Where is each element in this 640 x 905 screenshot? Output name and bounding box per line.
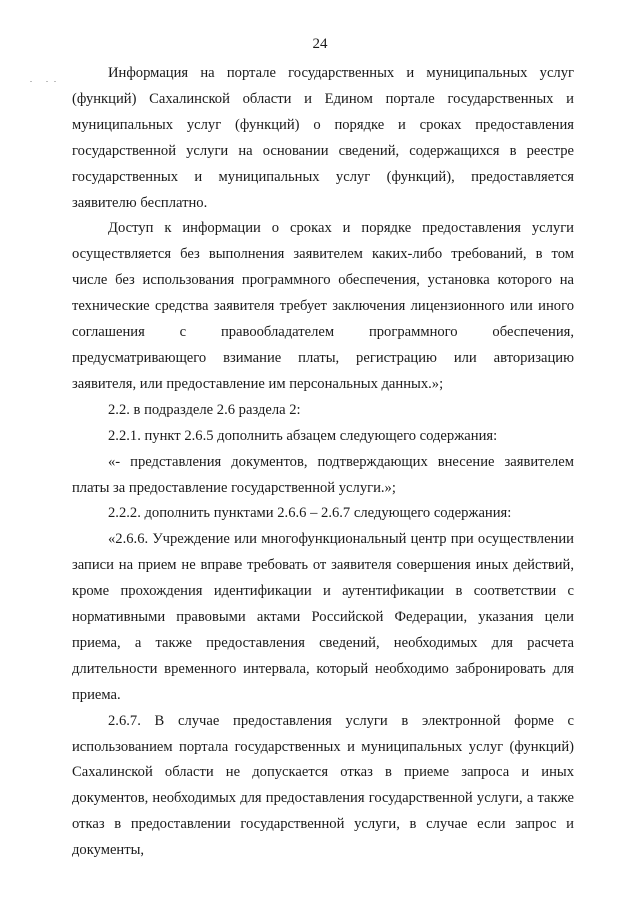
paragraph-portal-info: Информация на портале государственных и муниципальных услуг (функций) Сахалинской области и Едином портале государственных и муниципальных услуг (функций) о порядке и сроках предоставления государственной услуги на основании сведений, содержащихся в реестре государственных и муниципальных услуг (функций), предоставляется заявителю бесплатно.	[72, 65, 574, 211]
paragraph-access-info: Доступ к информации о сроках и порядке предоставления услуги осуществляется без выполнения заявителем каких-либо требований, в том числе без использования программного обеспечения, установка которого на технические средства заявителя требует заключения лицензионного или иного соглашения с правообладателем программного обеспечения, предусматривающего взимание платы, регистрацию или авторизацию заявителя, или предоставление им персональных данных.»;	[72, 220, 574, 392]
paragraph-clause-2-2-2: 2.2.2. дополнить пунктами 2.6.6 – 2.6.7 следующего содержания:	[108, 505, 512, 522]
page-number: 24	[312, 36, 328, 52]
document-body	[72, 61, 574, 864]
paragraph-clause-2-2-1: 2.2.1. пункт 2.6.5 дополнить абзацем следующего содержания:	[108, 427, 498, 444]
paragraph-clause-2-6-6: «2.6.6. Учреждение или многофункциональный центр при осуществлении записи на прием не вправе требовать от заявителя совершения иных действий, кроме прохождения идентификации и аутентификации в соответствии с нормативными правовыми актами Российской Федерации, указания цели приема, а также предоставления сведений, необходимых для расчета длительности временного интервала, который необходимо забронировать для приема.	[72, 531, 574, 703]
paragraph-clause-2-2: 2.2. в подразделе 2.6 раздела 2:	[108, 401, 301, 418]
margin-mark: . ..	[30, 75, 62, 84]
paragraph-payment-docs: «- представления документов, подтверждающих внесение заявителем платы за предоставление государственной услуги.»;	[72, 453, 574, 496]
paragraph-clause-2-6-7: 2.6.7. В случае предоставления услуги в электронной форме с использованием портала государственных и муниципальных услуг (функций) Сахалинской области не допускается отказ в приеме запроса и иных документов, необходимых для предоставления государственной услуги, а также отказ в предоставлении государственной услуги, в случае если запрос и документы,	[72, 712, 574, 859]
